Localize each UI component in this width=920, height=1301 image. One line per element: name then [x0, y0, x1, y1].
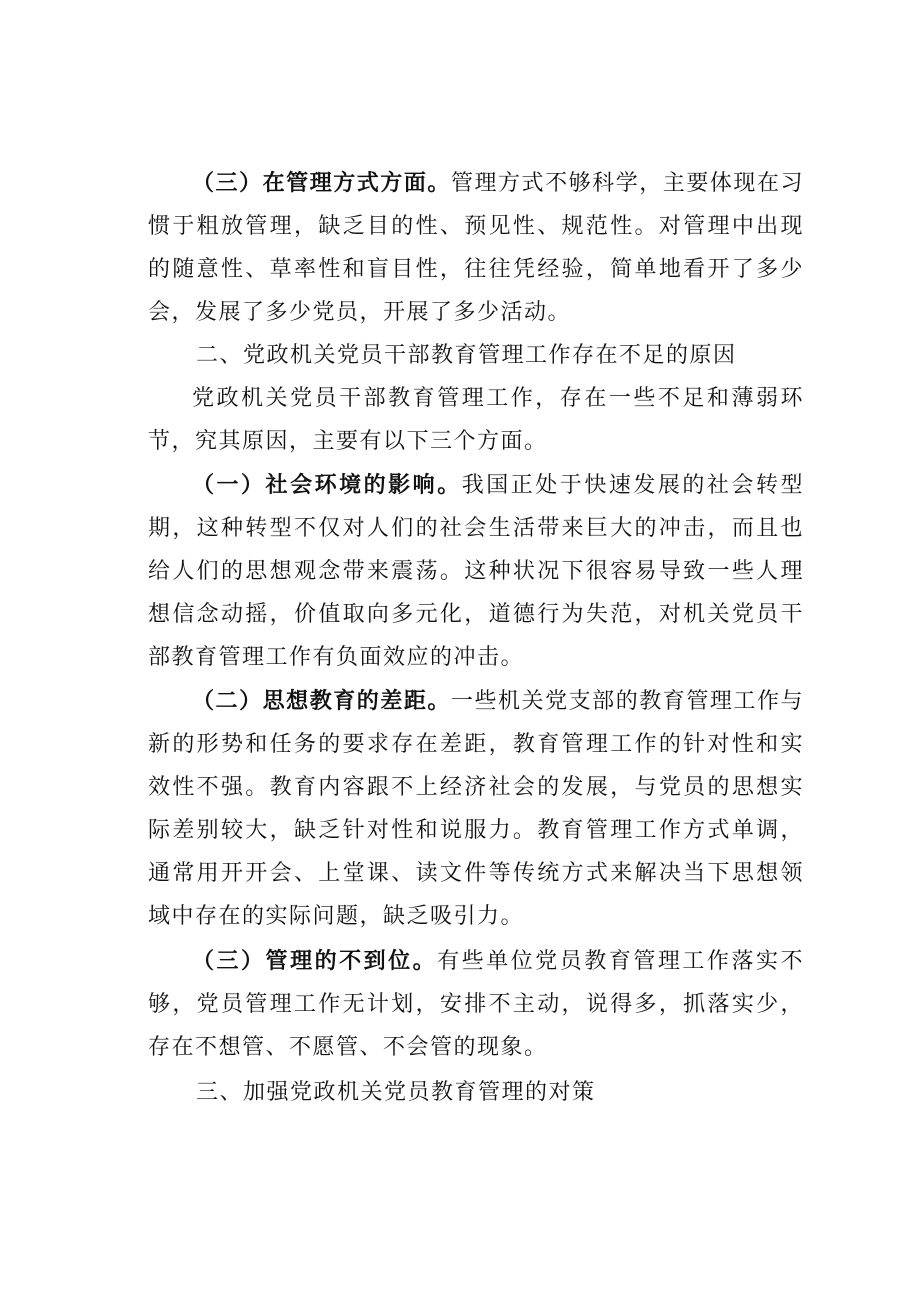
section-heading-countermeasures: 三、加强党政机关党员教育管理的对策 [196, 1080, 596, 1105]
paragraph-lead: （三）管理的不到位。 [192, 949, 438, 974]
paragraph-ideological-education [148, 680, 804, 938]
paragraph-lead: （三）在管理方式方面。 [192, 171, 451, 196]
paragraph-body: 我国正处于快速发展的社会转型期，这种转型不仅对人们的社会生活带来巨大的冲击，而且也给人们的思想观念带来震荡。这种状况下很容易导致一些人理想信念动摇，价值取向多元化，道德行为失范，对机关党员干部教育管理工作有负面效应的冲击。 [148, 473, 804, 670]
paragraph-lead: （一）社会环境的影响。 [192, 473, 462, 498]
paragraph-body: 党政机关党员干部教育管理工作，存在一些不足和薄弱环节，究其原因，主要有以下三个方面。 [148, 386, 804, 454]
paragraph-management-method [148, 162, 804, 334]
paragraph-body: 管理方式不够科学，主要体现在习惯于粗放管理，缺乏目的性、预见性、规范性。对管理中出现的随意性、草率性和盲目性，往往凭经验，简单地看开了多少会，发展了多少党员，开展了多少活动。 [148, 171, 804, 325]
paragraph-social-environment [148, 464, 804, 679]
section-heading-reasons: 二、党政机关党员干部教育管理工作存在不足的原因 [196, 343, 737, 368]
paragraph-lead: （二）思想教育的差距。 [192, 689, 451, 714]
paragraph-body: 一些机关党支部的教育管理工作与新的形势和任务的要求存在差距，教育管理工作的针对性和实效性不强。教育内容跟不上经济社会的发展，与党员的思想实际差别较大，缺乏针对性和说服力。教育管理工作方式单调，通常用开开会、上堂课、读文件等传统方式来解决当下思想领域中存在的实际问题，缺乏吸引力。 [148, 689, 804, 929]
paragraph-management-inadequate [148, 940, 804, 1069]
paragraph-body: 有些单位党员教育管理工作落实不够，党员管理工作无计划，安排不主动，说得多，抓落实少，存在不想管、不愿管、不会管的现象。 [148, 949, 804, 1060]
paragraph-reasons-intro [148, 377, 804, 463]
